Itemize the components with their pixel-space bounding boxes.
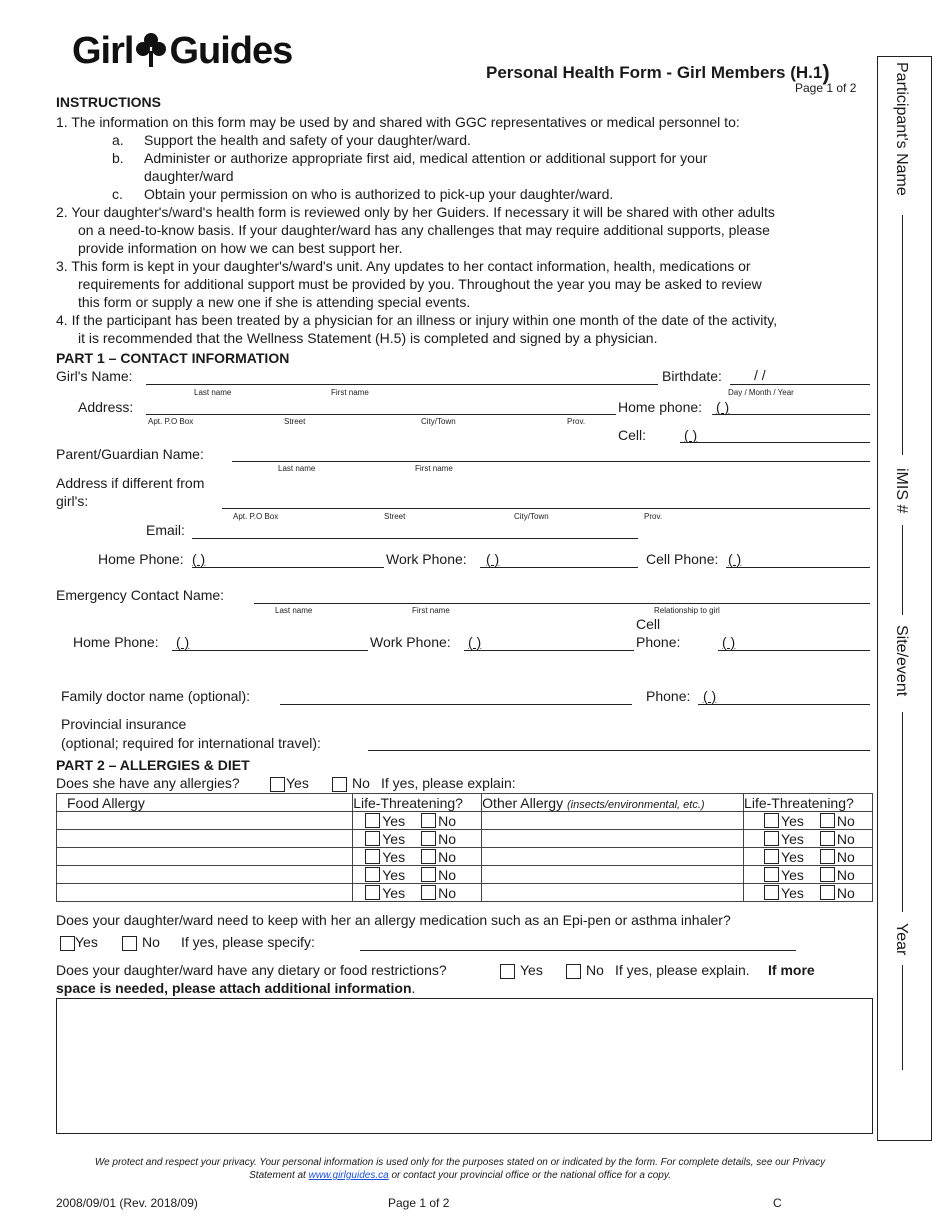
life2-yes-checkbox[interactable] [764, 831, 779, 846]
sidebar-imis: iMIS # [893, 468, 910, 514]
life-threatening-cell [353, 830, 482, 848]
life-yes-label: Yes [382, 812, 406, 829]
instruction-1a: Support the health and safety of your daughter/ward. [144, 132, 471, 148]
emergency-work-phone-field[interactable] [464, 650, 634, 651]
other-allergy-cell[interactable] [482, 812, 744, 830]
alt-address-field[interactable] [222, 508, 870, 509]
table-row [57, 812, 873, 830]
instruction-1b-num: b. [112, 150, 124, 166]
footer-page-number: Page 1 of 2 [388, 1196, 450, 1210]
diet-explanation-box[interactable] [56, 998, 873, 1134]
life-threatening-cell-2 [744, 848, 873, 866]
allergies-question: Does she have any allergies? [56, 775, 240, 791]
girl-guides-logo [72, 30, 292, 73]
relationship-caption: Relationship to girl [654, 606, 720, 615]
life-no-checkbox[interactable] [421, 831, 436, 846]
alt-address-label-2: girl's: [56, 493, 89, 509]
epipen-specify: If yes, please specify: [181, 934, 315, 950]
parent-last-name-caption: Last name [278, 464, 316, 473]
life-yes-checkbox[interactable] [365, 885, 380, 900]
life-threatening-cell-2 [744, 812, 873, 830]
emergency-home-phone-field[interactable] [172, 650, 368, 651]
life-threatening-cell [353, 848, 482, 866]
alt-city-caption: City/Town [514, 512, 549, 521]
address-prov-caption: Prov. [567, 417, 586, 426]
life2-no-label: No [836, 848, 855, 865]
privacy-statement-text: Statement at [249, 1170, 306, 1181]
doctor-phone-paren: ( ) [703, 688, 717, 704]
other-allergy-header-text: Other Allergy [482, 794, 564, 811]
trefoil-icon [134, 31, 168, 69]
life-no-label: No [438, 848, 456, 865]
life2-yes-label: Yes [781, 848, 804, 865]
life-yes-checkbox[interactable] [365, 813, 380, 828]
instructions-heading: INSTRUCTIONS [56, 94, 161, 110]
life2-yes-label: Yes [781, 830, 804, 847]
email-field[interactable] [192, 538, 638, 539]
instruction-3-cont: requirements for additional support must be provided by you. Throughout the year you may be asked to review [78, 276, 762, 292]
form-title-text: Personal Health Form - Girl Members (H.1 [486, 63, 823, 82]
diet-no-checkbox[interactable] [566, 964, 581, 979]
instruction-1c: Obtain your permission on who is authorized to pick-up your daughter/ward. [144, 186, 614, 202]
cell-paren: ( ) [684, 427, 698, 443]
emergency-work-phone-label: Work Phone: [370, 634, 451, 650]
life-threatening-cell [353, 812, 482, 830]
table-row [57, 830, 873, 848]
instruction-1a-num: a. [112, 132, 124, 148]
life2-yes-checkbox[interactable] [764, 885, 779, 900]
other-allergy-note: (insects/environmental, etc.) [567, 798, 705, 811]
instruction-4-cont: it is recommended that the Wellness Statement (H.5) is completed and signed by a physician. [78, 330, 658, 346]
alt-apt-caption: Apt. P.O Box [233, 512, 279, 521]
life-no-checkbox[interactable] [421, 813, 436, 828]
instruction-3-cont2: this form or supply a new one if she is attending special events. [78, 294, 471, 310]
emergency-home-phone-label: Home Phone: [73, 634, 159, 650]
sidebar-site-event: Site/event [893, 625, 910, 697]
epipen-yes-checkbox[interactable] [60, 936, 75, 951]
diet-explain: If yes, please explain. [615, 962, 750, 978]
epipen-yes-label: Yes [75, 934, 98, 950]
cell-field[interactable] [680, 442, 870, 443]
privacy-notice-2 [0, 1170, 920, 1181]
logo-text-left: Girl [72, 30, 134, 72]
instruction-1: 1. The information on this form may be used by and shared with GGC representatives or medical personnel to: [56, 114, 740, 130]
life2-no-label: No [836, 866, 855, 883]
parent-name-label: Parent/Guardian Name: [56, 446, 204, 462]
email-label: Email: [146, 522, 185, 538]
diet-attach-note [56, 980, 415, 996]
instruction-2-cont: on a need-to-know basis. If your daughter/ward has any challenges that may require additional supports, please [78, 222, 770, 238]
insurance-field[interactable] [368, 750, 870, 751]
diet-attach-bold: space is needed, please attach additional information [56, 980, 412, 996]
life-yes-checkbox[interactable] [365, 831, 380, 846]
girls-first-name-caption: First name [331, 388, 369, 397]
insurance-label-2: (optional; required for international travel): [61, 735, 321, 751]
diet-yes-checkbox[interactable] [500, 964, 515, 979]
life-yes-label: Yes [382, 830, 406, 847]
instruction-4: 4. If the participant has been treated by a physician for an illness or injury within one month of the date of the activity, [56, 312, 778, 328]
life-threatening-cell-2 [744, 884, 873, 902]
alt-prov-caption: Prov. [644, 512, 663, 521]
life-yes-label: Yes [382, 884, 406, 901]
life-no-label: No [438, 884, 456, 901]
other-allergy-header [482, 794, 744, 812]
emergency-work-phone-paren: ( ) [468, 634, 482, 650]
footer-code: C [773, 1196, 782, 1210]
home-phone-label: Home phone: [618, 399, 703, 415]
form-title-paren: ) [822, 60, 830, 85]
epipen-question: Does your daughter/ward need to keep with her an allergy medication such as an Epi-pen or asthma inhaler? [56, 912, 731, 928]
epipen-specify-field[interactable] [360, 950, 796, 951]
cell-phone-field[interactable] [726, 567, 870, 568]
year-field[interactable] [902, 965, 903, 1070]
life-no-label: No [438, 812, 456, 829]
home-phone2-label: Home Phone: [98, 551, 184, 567]
life-no-checkbox[interactable] [421, 885, 436, 900]
participant-sidebar [877, 56, 932, 1141]
cell-phone-label: Cell Phone: [646, 551, 719, 567]
life2-no-label: No [836, 884, 855, 901]
allergies-yes-label: Yes [286, 775, 309, 791]
food-allergy-cell[interactable] [57, 848, 353, 866]
birthdate-label: Birthdate: [662, 368, 722, 384]
life2-no-label: No [836, 830, 855, 847]
food-allergy-cell[interactable] [57, 884, 353, 902]
life-no-label: No [438, 830, 456, 847]
address-street-caption: Street [284, 417, 306, 426]
doctor-label: Family doctor name (optional): [61, 688, 251, 704]
sidebar-year: Year [893, 923, 910, 956]
life2-no-label: No [836, 812, 855, 829]
allergies-yes-checkbox[interactable] [270, 777, 285, 792]
address-apt-caption: Apt. P.O Box [148, 417, 194, 426]
epipen-no-checkbox[interactable] [122, 936, 137, 951]
work-phone-field[interactable] [480, 567, 638, 568]
revision-date: 2008/09/01 (Rev. 2018/09) [56, 1196, 198, 1210]
emergency-contact-label: Emergency Contact Name: [56, 587, 225, 603]
participant-name-field[interactable] [902, 215, 903, 455]
life-no-checkbox[interactable] [421, 849, 436, 864]
doctor-field[interactable] [280, 704, 632, 705]
logo-text-right: Guides [169, 30, 293, 72]
food-allergy-cell[interactable] [57, 812, 353, 830]
life-yes-checkbox[interactable] [365, 867, 380, 882]
instruction-3: 3. This form is kept in your daughter's/ward's unit. Any updates to her contact information, health, medications or [56, 258, 751, 274]
emergency-last-name-caption: Last name [275, 606, 313, 615]
birthdate-slashes: / / [754, 367, 766, 383]
emergency-cell-paren: ( ) [722, 634, 736, 650]
cell-label: Cell: [618, 427, 647, 443]
life-threatening-cell-2 [744, 866, 873, 884]
life-no-checkbox[interactable] [421, 867, 436, 882]
life2-yes-checkbox[interactable] [764, 849, 779, 864]
address-field[interactable] [146, 414, 616, 415]
instruction-2: 2. Your daughter's/ward's health form is reviewed only by her Guiders. If necessary it will be shared with other adults [56, 204, 775, 220]
allergy-table-header [57, 794, 873, 812]
emergency-first-name-caption: First name [412, 606, 450, 615]
diet-yes-label: Yes [520, 962, 543, 978]
address-label: Address: [78, 399, 134, 415]
home-phone-field[interactable] [712, 414, 870, 415]
imis-field[interactable] [902, 525, 903, 615]
epipen-no-label: No [142, 934, 160, 950]
allergies-explain: If yes, please explain: [381, 775, 516, 791]
alt-address-label: Address if different from [56, 475, 205, 491]
part1-heading: PART 1 – CONTACT INFORMATION [56, 350, 290, 366]
life2-no-checkbox[interactable] [820, 813, 835, 828]
work-phone-paren: ( ) [486, 551, 500, 567]
birthdate-caption: Day / Month / Year [728, 388, 794, 397]
instruction-2-cont2: provide information on how we can best support her. [78, 240, 403, 256]
life2-no-checkbox[interactable] [820, 885, 835, 900]
life-yes-label: Yes [382, 848, 406, 865]
instruction-1b-cont: daughter/ward [144, 168, 234, 184]
home-phone-paren: ( ) [716, 399, 730, 415]
food-allergy-cell[interactable] [57, 830, 353, 848]
life2-yes-label: Yes [781, 812, 804, 829]
life-threatening-header: Life-Threatening? [353, 794, 482, 812]
doctor-phone-field[interactable] [698, 704, 870, 705]
cell-phone-paren: ( ) [728, 551, 742, 567]
life2-yes-label: Yes [781, 884, 804, 901]
emergency-cell-label: Cell [636, 616, 661, 632]
privacy-notice: We protect and respect your privacy. Your personal information is used only for the purposes stated on or indicated by the form. For complete details, see our Privacy [94, 1157, 826, 1168]
life2-yes-label: Yes [781, 866, 804, 883]
home-phone2-paren: ( ) [192, 551, 206, 567]
instruction-1c-num: c. [112, 186, 123, 202]
life-threatening-cell [353, 884, 482, 902]
girls-name-label: Girl's Name: [56, 368, 133, 384]
allergy-table [56, 793, 873, 902]
diet-question: Does your daughter/ward have any dietary or food restrictions? [56, 962, 447, 978]
parent-first-name-caption: First name [415, 464, 453, 473]
emergency-cell-label-2: Phone: [636, 634, 681, 650]
food-allergy-header: Food Allergy [57, 794, 353, 812]
table-row [57, 866, 873, 884]
allergies-no-checkbox[interactable] [332, 777, 347, 792]
sidebar-participant-name: Participant's Name [893, 62, 910, 196]
form-title [486, 60, 830, 86]
life-no-label: No [438, 866, 456, 883]
emergency-cell-field[interactable] [718, 650, 870, 651]
girls-name-field[interactable] [146, 384, 658, 385]
life2-yes-checkbox[interactable] [764, 867, 779, 882]
site-event-field[interactable] [902, 712, 903, 912]
address-city-caption: City/Town [421, 417, 456, 426]
life2-no-checkbox[interactable] [820, 831, 835, 846]
emergency-home-phone-paren: ( ) [176, 634, 190, 650]
insurance-label: Provincial insurance [61, 716, 187, 732]
diet-attach-dot: . [411, 980, 416, 996]
life2-yes-checkbox[interactable] [764, 813, 779, 828]
birthdate-field[interactable] [730, 384, 870, 385]
alt-street-caption: Street [384, 512, 406, 521]
privacy-contact-text: or contact your provincial office or the national office for a copy. [391, 1170, 671, 1181]
emergency-contact-field[interactable] [254, 603, 870, 604]
doctor-phone-label: Phone: [646, 688, 691, 704]
home-phone2-field[interactable] [192, 567, 384, 568]
diet-more-space: If more [768, 962, 815, 978]
allergies-no-label: No [352, 775, 370, 791]
other-allergy-cell[interactable] [482, 830, 744, 848]
table-row [57, 848, 873, 866]
girls-last-name-caption: Last name [194, 388, 232, 397]
life-yes-label: Yes [382, 866, 406, 883]
life2-no-checkbox[interactable] [820, 849, 835, 864]
parent-name-field[interactable] [232, 461, 870, 462]
life-threatening-header-2: Life-Threatening? [744, 794, 873, 812]
life-threatening-cell [353, 866, 482, 884]
part2-heading: PART 2 – ALLERGIES & DIET [56, 757, 250, 773]
life-threatening-cell-2 [744, 830, 873, 848]
work-phone-label: Work Phone: [386, 551, 467, 567]
food-allergy-cell[interactable] [57, 866, 353, 884]
girlguides-link[interactable]: www.girlguides.ca [308, 1170, 389, 1181]
life2-no-checkbox[interactable] [820, 867, 835, 882]
table-row [57, 884, 873, 902]
page-indicator: Page 1 of 2 [795, 81, 857, 95]
other-allergy-cell[interactable] [482, 866, 744, 884]
instruction-1b: Administer or authorize appropriate first aid, medical attention or additional support for your [144, 150, 708, 166]
other-allergy-cell[interactable] [482, 884, 744, 902]
life-yes-checkbox[interactable] [365, 849, 380, 864]
diet-no-label: No [586, 962, 604, 978]
other-allergy-cell[interactable] [482, 848, 744, 866]
